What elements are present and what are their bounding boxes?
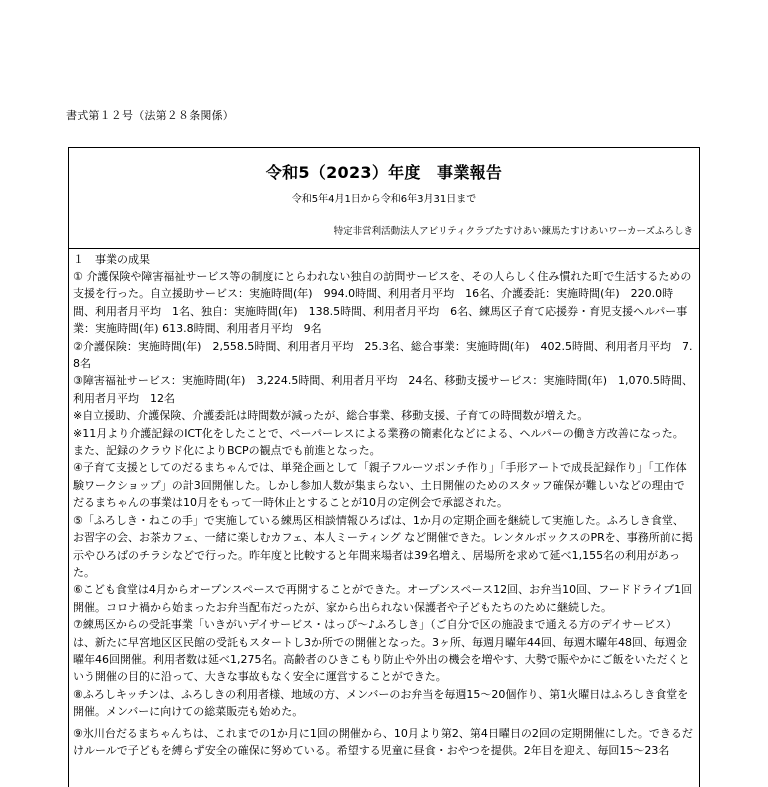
paragraph-3: ③障害福祉サービス：実施時間(年) 3,224.5時間、利用者月平均 24名、移動支援サービス：実施時間(年) 1,070.5時間、利用者月平均 12名: [73, 374, 693, 405]
report-body: [69, 249, 699, 759]
paragraph-2: ②介護保険：実施時間(年) 2,558.5時間、利用者月平均 25.3名、総合事業：実施時間(年) 402.5時間、利用者月平均 7.8名: [73, 339, 693, 371]
note-2: ※11月より介護記録のICT化をしたことで、ペーパーレスによる業務の簡素化などによる、ヘルパーの働き方改善になった。また、記録のクラウド化によりBCPの観点でも前進となった。: [73, 426, 684, 458]
report-period: 令和5年4月1日から令和6年3月31日まで: [291, 194, 477, 205]
report-title: 令和5（2023）年度 事業報告: [265, 163, 503, 182]
paragraph-5: ⑤「ふろしき・ねこの手」で実施している練馬区相談情報ひろばは、1か月の定期企画を継続して実施した。ふろしき食堂、お習字の会、お茶カフェ、一緒に楽しむカフェ、本人ミーティング など開催できた。レンタルボックスのPRを、事務所前に掲示やひろばのチラシなどで行った。昨年度と比較すると年間来場者は39名増え、居場所を求めて延べ1,155名の利用があった。: [73, 513, 693, 579]
report-frame: [68, 147, 700, 787]
paragraph-9: ⑨氷川台だるまちゃんちは、これまでの1か月に1回の開催から、10月より第2、第4日曜日の2回の定期開催にした。できるだけルールで子どもを縛らず安全の確保に努めている。希望する児童に昼食・おやつを提供。2年目を迎え、毎回15～23名: [73, 726, 693, 757]
paragraph-4: ④子育て支援としてのだるまちゃんでは、単発企画として「親子フルーツポンチ作り」「手形アートで成長記録作り」「工作体験ワークショップ」の計3回開催した。しかし参加人数が集まらない、土日開催のためのスタッフ確保が難しいなどの理由でだるまちゃんの事業は10月をもって一時休止とすることが10月の定例会で承認された。: [73, 461, 687, 510]
organization-name: 特定非営利活動法人アビリティクラブたすけあい練馬たすけあいワーカーズふろしき: [333, 226, 693, 237]
paragraph-6: ⑥こども食堂は4月からオープンスペースで再開することができた。オープンスペース12回、お弁当10回、フードドライブ1回開催。コロナ禍から始まったお弁当配布だったが、家から出られない保護者や子どもたちのために継続した。: [73, 583, 693, 614]
section-heading: １ 事業の成果: [73, 253, 150, 266]
note-1: ※自立援助、介護保険、介護委託は時間数が減ったが、総合事業、移動支援、子育ての時間数が増えた。: [73, 409, 589, 423]
form-label: 書式第１２号（法第２８条関係）: [66, 109, 234, 122]
report-header: [69, 148, 699, 249]
paragraph-7: ⑦練馬区からの受託事業「いきがいデイサービス・はっぴ～♪ふろしき」（ご自分で区の施設まで通える方のデイサービス）は、新たに早宮地区区民館の受託もスタートし3か所での開催となった。3ヶ所、毎週月曜年44回、毎週木曜年48回、毎週金曜年46回開催。利用者数は延べ1,275名。高齢者のひきこもり防止や外出の機会を増やす、大勢で賑やかにご飯をいただくという開催の目的に沿って、大きな事故もなく安全に運営することができた。: [73, 618, 690, 684]
paragraph-1: ① 介護保険や障害福祉サービス等の制度にとらわれない独自の訪問サービスを、その人らしく住み慣れた町で生活するための支援を行った。自立援助サービス：実施時間(年) 994.0時間、利用者月平均 16名、介護委託：実施時間(年) 220.0時間、利用者月平均 1名、独自：実施時間(年) 138.5時間、利用者月平均 6名、練馬区子育て応援券・育児支援ヘルパー事業：実施時間(年) 613.8時間、利用者月平均 9名: [73, 270, 692, 336]
paragraph-8: ⑧ふろしキッチンは、ふろしきの利用者様、地域の方、メンバーのお弁当を毎週15～20個作り、第1火曜日はふろしき食堂を開催。メンバーに向けての総菜販売も始めた。: [73, 687, 689, 719]
